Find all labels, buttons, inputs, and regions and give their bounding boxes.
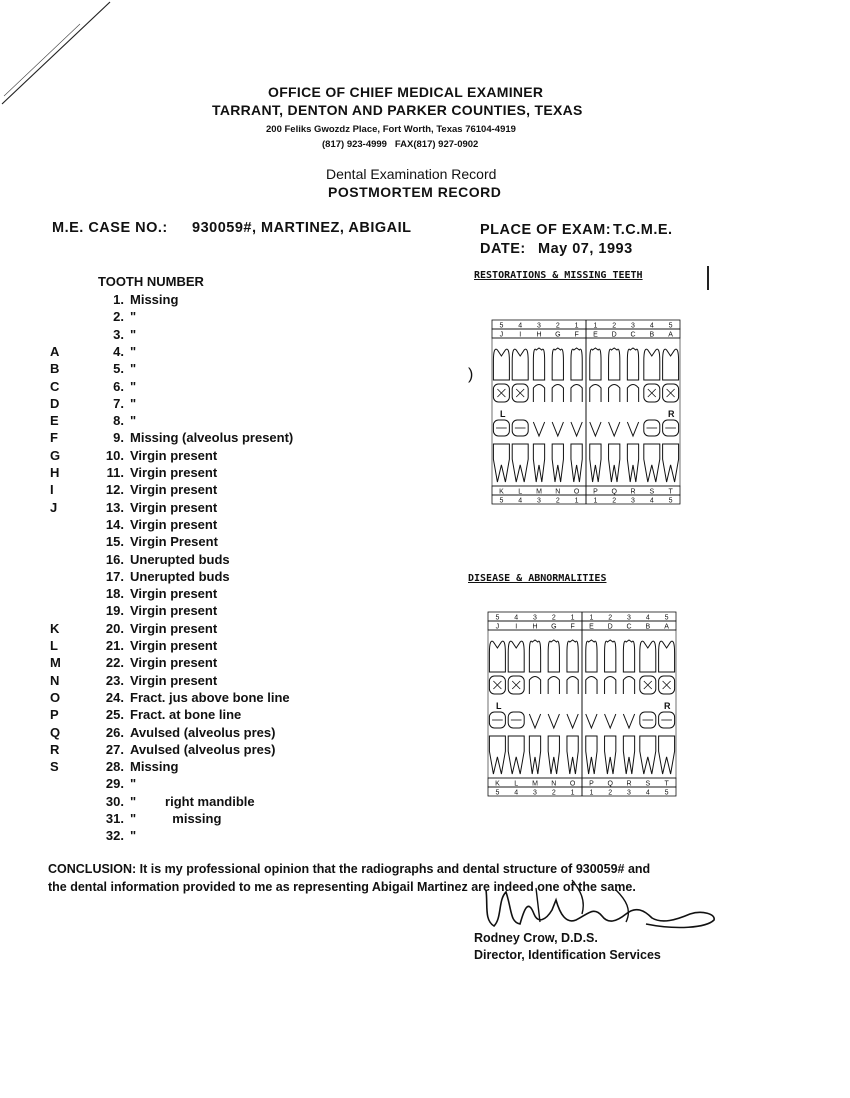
upper-tooth: [605, 640, 616, 672]
tooth-description: ": [130, 361, 137, 377]
chart-top-number: 5: [664, 614, 669, 622]
lower-tooth: [529, 736, 540, 774]
lower-occlusal-tooth: [609, 422, 620, 436]
chart-top-letter: E: [593, 331, 598, 339]
chart-top-number: 2: [608, 614, 613, 622]
tooth-letter: L: [50, 638, 58, 653]
tooth-description: Unerupted buds: [130, 568, 230, 584]
chart-bottom-number: 3: [627, 789, 631, 797]
lower-tooth: [663, 444, 679, 482]
tooth-number: 9.: [113, 430, 124, 446]
tooth-description: Avulsed (alveolus pres): [130, 741, 276, 757]
tooth-number: 21.: [105, 638, 124, 653]
tooth-number: 12.: [105, 482, 124, 498]
chart-top-letter: G: [551, 623, 557, 631]
date-label: DATE:: [480, 241, 526, 257]
place-value: T.C.M.E.: [613, 222, 673, 238]
chart-bottom-number: 5: [664, 789, 669, 797]
lower-tooth: [571, 444, 582, 482]
upper-tooth: [623, 640, 634, 672]
chart-top-letter: B: [645, 623, 651, 631]
tooth-description: ": [130, 828, 137, 844]
tooth-description: Virgin present: [130, 672, 218, 688]
chart-top-letter: C: [626, 623, 632, 631]
record-subtype: POSTMORTEM RECORD: [328, 184, 502, 200]
chart-top-number: 2: [612, 322, 617, 330]
upper-tooth: [663, 349, 679, 380]
tooth-description: Missing: [130, 292, 179, 307]
chart-bottom-letter: P: [593, 488, 598, 496]
chart-top-number: 3: [537, 322, 541, 330]
chart-bottom-letter: T: [664, 780, 669, 788]
place-label: PLACE OF EXAM:: [480, 222, 612, 238]
tooth-number: 28.: [105, 759, 124, 775]
lower-tooth: [644, 444, 660, 482]
tooth-number: 13.: [105, 499, 124, 515]
lower-tooth: [586, 736, 597, 774]
chart-bottom-number: 4: [649, 497, 654, 505]
chart-bottom-letter: M: [536, 488, 542, 496]
chart-top-letter: G: [555, 331, 561, 339]
chart-top-number: 5: [499, 322, 504, 330]
chart-bottom-letter: R: [626, 780, 632, 788]
upper-occlusal-tooth: [529, 677, 540, 695]
record-type: Dental Examination Record: [326, 166, 497, 182]
upper-occlusal-groove: [663, 681, 671, 689]
chart-top-letter: H: [532, 623, 538, 631]
chart-bottom-letter: L: [518, 488, 523, 496]
chart-bottom-letter: K: [499, 488, 504, 496]
tooth-letter: D: [50, 395, 60, 411]
tooth-description: " missing: [130, 811, 222, 826]
chart-top-letter: F: [574, 331, 579, 339]
chart-left-label: L: [500, 409, 506, 419]
tooth-number: 2.: [113, 309, 124, 325]
office-title: OFFICE OF CHIEF MEDICAL EXAMINER: [268, 84, 544, 100]
counties-title: TARRANT, DENTON AND PARKER COUNTIES, TEXAS: [212, 102, 583, 118]
chart-top-letter: I: [515, 623, 518, 631]
chart-bottom-number: 2: [612, 497, 617, 505]
tooth-description: Avulsed (alveolus pres): [130, 724, 276, 740]
upper-tooth: [590, 348, 601, 380]
lower-tooth: [548, 736, 559, 774]
tooth-letter: O: [50, 689, 61, 705]
tooth-description: ": [130, 343, 137, 359]
tooth-description: Virgin present: [130, 638, 218, 653]
chart-bottom-letter: Q: [607, 780, 613, 788]
upper-occlusal-groove: [493, 681, 501, 689]
case-value: 930059#, MARTINEZ, ABIGAIL: [192, 220, 412, 236]
tooth-description: Virgin present: [130, 516, 218, 532]
lower-occlusal-tooth: [533, 422, 544, 436]
chart-top-letter: C: [630, 331, 636, 339]
chart-top-number: 3: [533, 614, 537, 622]
tooth-number-header: TOOTH NUMBER: [98, 274, 204, 289]
lower-tooth: [533, 444, 544, 482]
tooth-number: 4.: [113, 343, 124, 359]
chart-bottom-number: 3: [537, 497, 541, 505]
tooth-letter: I: [50, 482, 54, 498]
chart-top-letter: J: [499, 331, 504, 339]
tooth-description: Unerupted buds: [130, 551, 230, 567]
upper-tooth: [533, 348, 544, 380]
restorations-chart-title: RESTORATIONS & MISSING TEETH: [474, 270, 643, 281]
lower-occlusal-tooth: [605, 714, 616, 728]
upper-occlusal-tooth: [567, 677, 578, 695]
tooth-number: 1.: [113, 292, 124, 307]
tooth-letter: A: [50, 343, 60, 359]
tooth-number: 31.: [105, 811, 124, 826]
tooth-number: 26.: [105, 724, 124, 740]
disease-chart-title: DISEASE & ABNORMALITIES: [468, 573, 607, 584]
chart-top-letter: E: [589, 623, 594, 631]
upper-tooth: [552, 348, 563, 380]
lower-tooth: [609, 444, 620, 482]
chart-top-number: 1: [589, 614, 594, 622]
chart-bottom-letter: O: [569, 780, 576, 788]
date-value: May 07, 1993: [538, 241, 633, 257]
upper-tooth: [567, 640, 578, 672]
tooth-letter: N: [50, 672, 60, 688]
upper-tooth: [529, 640, 540, 672]
tooth-number: 23.: [105, 672, 124, 688]
lower-occlusal-tooth: [623, 714, 634, 728]
chart-bottom-number: 1: [589, 789, 594, 797]
chart-bottom-letter: T: [668, 488, 673, 496]
tooth-description: ": [130, 413, 137, 429]
tooth-description: Fract. jus above bone line: [130, 689, 290, 705]
upper-occlusal-tooth: [533, 385, 544, 403]
lower-occlusal-tooth: [567, 714, 578, 728]
tooth-description: Virgin Present: [130, 534, 218, 550]
tooth-number: 24.: [105, 689, 124, 705]
upper-tooth: [512, 349, 528, 380]
tooth-number: 18.: [105, 586, 124, 602]
tooth-description: ": [130, 309, 137, 325]
disease-dental-chart: [484, 608, 680, 804]
tooth-number: 3.: [113, 326, 124, 342]
conclusion-line-1: CONCLUSION: It is my professional opinion that the radiographs and dental structure of 930059# and: [48, 862, 651, 876]
upper-tooth: [627, 348, 638, 380]
upper-tooth: [609, 348, 620, 380]
chart-bottom-number: 3: [533, 789, 537, 797]
chart-top-number: 3: [631, 322, 635, 330]
tooth-number: 5.: [113, 361, 124, 377]
lower-tooth: [590, 444, 601, 482]
upper-occlusal-groove: [512, 681, 520, 689]
tooth-number: 8.: [113, 413, 124, 429]
tooth-description: Virgin present: [130, 499, 218, 515]
tooth-letter: F: [50, 430, 58, 446]
chart-top-letter: D: [611, 331, 617, 339]
chart-right-label: R: [668, 409, 675, 419]
chart-bottom-letter: N: [555, 488, 561, 496]
chart-top-letter: A: [668, 331, 673, 339]
chart-top-number: 5: [495, 614, 500, 622]
tooth-description: ": [130, 326, 137, 342]
tooth-letter: P: [50, 707, 59, 723]
upper-occlusal-tooth: [590, 385, 601, 403]
chart-bottom-letter: S: [649, 488, 655, 496]
lower-occlusal-tooth: [571, 422, 582, 436]
lower-occlusal-tooth: [552, 422, 563, 436]
upper-tooth: [489, 641, 505, 672]
tooth-letter: G: [50, 447, 61, 463]
chart-bottom-letter: K: [495, 780, 500, 788]
chart-bottom-number: 4: [645, 789, 650, 797]
chart-bottom-number: 2: [555, 497, 560, 505]
tooth-letter: C: [50, 378, 60, 394]
upper-occlusal-groove: [516, 389, 524, 397]
chart-bottom-letter: S: [645, 780, 651, 788]
tooth-number: 14.: [105, 516, 124, 532]
tooth-description: Virgin present: [130, 465, 218, 480]
tooth-number: 11.: [106, 465, 124, 480]
tooth-number: 15.: [105, 534, 124, 550]
tooth-number: 29.: [105, 776, 124, 792]
restorations-dental-chart: [488, 316, 684, 512]
chart-top-number: 2: [555, 322, 560, 330]
chart-top-letter: B: [649, 331, 655, 339]
chart-bottom-letter: R: [630, 488, 636, 496]
chart-right-label: R: [664, 701, 671, 711]
upper-tooth: [640, 641, 656, 672]
lower-tooth: [640, 736, 656, 774]
chart-bottom-letter: Q: [611, 488, 617, 496]
chart-top-letter: H: [536, 331, 542, 339]
tooth-description: Missing (alveolus present): [130, 430, 294, 446]
tooth-number: 19.: [105, 603, 124, 619]
upper-occlusal-tooth: [548, 677, 559, 695]
margin-mark: [707, 266, 709, 290]
tooth-number: 32.: [105, 828, 124, 844]
examiner-title: Director, Identification Services: [474, 948, 661, 962]
conclusion-line-2: the dental information provided to me as representing Abigail Martinez are indeed one of the same.: [48, 880, 636, 894]
upper-occlusal-tooth: [609, 385, 620, 403]
chart-bottom-letter: O: [573, 488, 580, 496]
chart-bottom-letter: N: [551, 780, 557, 788]
tooth-number: 30.: [105, 793, 124, 809]
tooth-description: " right mandible: [130, 793, 255, 809]
upper-tooth: [586, 640, 597, 672]
office-address: 200 Feliks Gwozdz Place, Fort Worth, Texas 76104-4919: [266, 124, 516, 135]
tooth-number: 27.: [105, 741, 124, 757]
office-phone: (817) 923-4999 FAX(817) 927-0902: [322, 139, 479, 150]
chart-top-number: 4: [649, 322, 654, 330]
tooth-description: ": [130, 395, 137, 411]
tooth-description: Virgin present: [130, 447, 218, 463]
margin-paren: ): [468, 366, 474, 383]
chart-top-number: 1: [570, 614, 575, 622]
lower-tooth: [567, 736, 578, 774]
tooth-letter: Q: [50, 724, 61, 740]
upper-tooth: [493, 349, 509, 380]
tooth-number: 6.: [113, 378, 124, 394]
tooth-letter: B: [50, 361, 60, 377]
lower-tooth: [605, 736, 616, 774]
chart-top-number: 4: [645, 614, 650, 622]
chart-bottom-number: 1: [570, 789, 575, 797]
tooth-number: 25.: [105, 707, 124, 723]
chart-bottom-number: 1: [574, 497, 579, 505]
tooth-number: 22.: [105, 655, 124, 671]
case-label: M.E. CASE NO.:: [52, 220, 168, 236]
chart-top-number: 4: [514, 614, 519, 622]
tooth-description: ": [130, 776, 137, 792]
lower-tooth: [493, 444, 509, 482]
tooth-number: 7.: [113, 395, 124, 411]
upper-tooth: [571, 348, 582, 380]
chart-bottom-number: 4: [514, 789, 519, 797]
tooth-description: Fract. at bone line: [130, 707, 242, 723]
chart-bottom-number: 5: [668, 497, 673, 505]
tooth-letter: E: [50, 413, 59, 429]
upper-occlusal-groove: [644, 681, 652, 689]
chart-top-letter: D: [607, 623, 613, 631]
tooth-description: Virgin present: [130, 620, 218, 636]
upper-occlusal-groove: [648, 389, 656, 397]
tooth-description: Virgin present: [130, 655, 218, 671]
lower-tooth: [508, 736, 524, 774]
upper-occlusal-groove: [497, 389, 505, 397]
tooth-description: Virgin present: [130, 603, 218, 619]
chart-top-letter: I: [519, 331, 522, 339]
lower-tooth: [552, 444, 563, 482]
tooth-letter: K: [50, 620, 60, 636]
corner-fold: [0, 0, 120, 110]
chart-top-number: 4: [518, 322, 523, 330]
upper-occlusal-tooth: [605, 677, 616, 695]
chart-top-number: 2: [551, 614, 556, 622]
chart-top-number: 3: [627, 614, 631, 622]
upper-occlusal-tooth: [623, 677, 634, 695]
tooth-description: ": [130, 378, 137, 394]
chart-bottom-number: 3: [631, 497, 635, 505]
tooth-number: 17.: [105, 568, 124, 584]
tooth-description: Virgin present: [130, 482, 218, 498]
chart-left-label: L: [496, 701, 502, 711]
upper-occlusal-tooth: [627, 385, 638, 403]
tooth-letter: J: [50, 499, 58, 515]
lower-occlusal-tooth: [627, 422, 638, 436]
chart-bottom-number: 2: [551, 789, 556, 797]
tooth-number: 20.: [105, 620, 124, 636]
chart-bottom-letter: L: [514, 780, 519, 788]
upper-occlusal-tooth: [571, 385, 582, 403]
chart-bottom-number: 5: [495, 789, 500, 797]
lower-tooth: [627, 444, 638, 482]
chart-bottom-number: 1: [593, 497, 598, 505]
upper-occlusal-groove: [667, 389, 675, 397]
chart-bottom-letter: P: [589, 780, 594, 788]
upper-tooth: [548, 640, 559, 672]
upper-occlusal-tooth: [552, 385, 563, 403]
lower-occlusal-tooth: [529, 714, 540, 728]
tooth-letter: R: [50, 741, 60, 757]
chart-top-letter: A: [664, 623, 669, 631]
tooth-number: 16.: [105, 551, 124, 567]
lower-tooth: [623, 736, 634, 774]
tooth-description: Missing: [130, 759, 179, 775]
lower-tooth: [512, 444, 528, 482]
chart-bottom-letter: M: [532, 780, 538, 788]
tooth-letter: S: [50, 759, 59, 775]
tooth-description: Virgin present: [130, 586, 218, 602]
upper-tooth: [659, 641, 675, 672]
chart-top-letter: F: [570, 623, 575, 631]
lower-tooth: [659, 736, 675, 774]
chart-top-number: 1: [574, 322, 579, 330]
upper-tooth: [644, 349, 660, 380]
lower-occlusal-tooth: [590, 422, 601, 436]
tooth-number: 10.: [105, 447, 124, 463]
upper-occlusal-tooth: [586, 677, 597, 695]
chart-bottom-number: 5: [499, 497, 504, 505]
chart-bottom-number: 4: [518, 497, 523, 505]
upper-tooth: [508, 641, 524, 672]
chart-top-number: 5: [668, 322, 673, 330]
lower-occlusal-tooth: [586, 714, 597, 728]
lower-occlusal-tooth: [548, 714, 559, 728]
chart-top-number: 1: [593, 322, 598, 330]
tooth-letter: M: [50, 655, 61, 671]
chart-top-letter: J: [495, 623, 500, 631]
tooth-letter: H: [50, 465, 60, 480]
lower-tooth: [489, 736, 505, 774]
chart-bottom-number: 2: [608, 789, 613, 797]
examiner-name: Rodney Crow, D.D.S.: [474, 931, 598, 945]
